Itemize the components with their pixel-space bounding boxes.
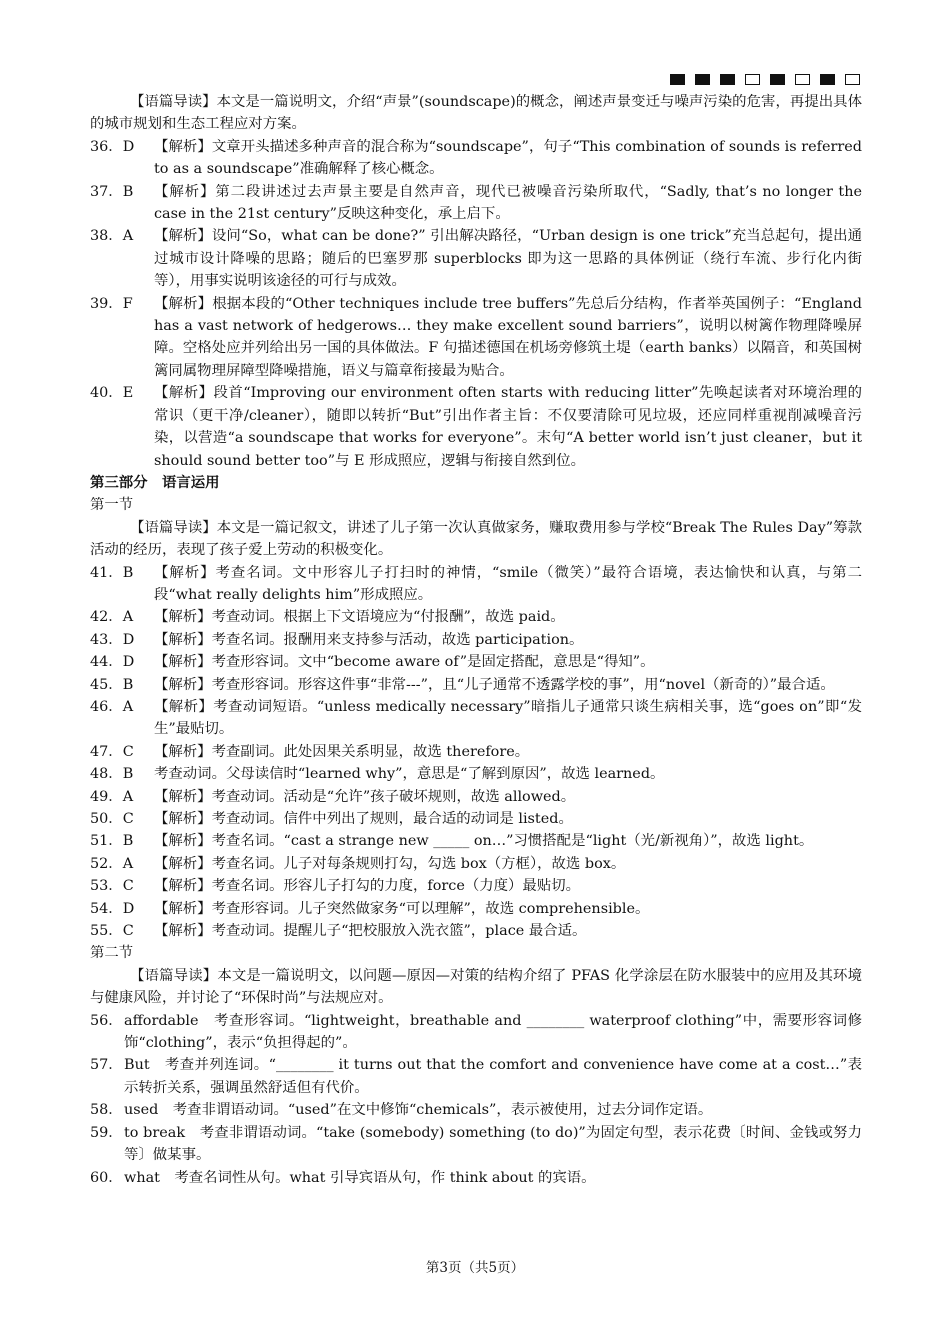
- answer-item: [90, 741, 862, 763]
- mark-filled: [770, 74, 785, 85]
- item-number: 54．D: [90, 900, 135, 917]
- item-explanation: 【解析】设问“So，what can be done?” 引出解决路径，“Urban design is one trick”充当总起句，提出通过城市设计降噪的思路；随后的巴塞罗那 superblocks 即为这一思路的具体例证（绕行车流、步行化内街等），用事实说明该途径的可行与成效。: [154, 228, 862, 290]
- mark-empty: [745, 74, 760, 85]
- item-number: 43．D: [90, 631, 135, 648]
- item-number: 52．A: [90, 855, 134, 872]
- item-number: 42．A: [90, 609, 134, 626]
- item-number: 56．: [90, 1012, 123, 1029]
- item-number: 45．B: [90, 676, 134, 693]
- item-explanation: 【解析】考查形容词。文中“become aware of”是固定搭配，意思是“得知”。: [154, 654, 655, 671]
- item-explanation: 【解析】考查名词。文中形容儿子打扫时的神情，“smile（微笑）”最符合语境，表达愉快和认真，与第二段“what really delights him”形成照应。: [154, 564, 862, 603]
- item-number: 50．C: [90, 811, 134, 827]
- item-explanation: 【解析】考查动词。活动是“允许”孩子破坏规则，故选 allowed。: [154, 788, 576, 805]
- item-number: 59．: [90, 1124, 123, 1141]
- item-explanation: 【解析】考查动词。信件中列出了规则，最合适的动词是 listed。: [154, 811, 573, 827]
- item-number: 51．B: [90, 833, 134, 850]
- item-explanation: 【解析】考查动词。根据上下文语境应为“付报酬”，故选 paid。: [154, 609, 565, 626]
- answer-item: [90, 562, 862, 607]
- answer-item: [90, 1167, 862, 1189]
- item-explanation: 【解析】考查形容词。形容这件事“非常---”，且“儿子通常不透露学校的事”，用“novel（新奇的）”最合适。: [154, 676, 835, 693]
- answer-item: [90, 786, 862, 808]
- part-title: 第三部分 语言运用: [90, 473, 220, 491]
- answer-item: [90, 382, 862, 472]
- item-number: 57．: [90, 1057, 123, 1074]
- item-explanation: what 考查名词性从句。what 引导宾语从句，作 think about 的宾语。: [124, 1169, 596, 1186]
- mark-filled: [720, 74, 735, 85]
- mark-empty: [845, 74, 860, 85]
- answer-item: [90, 898, 862, 920]
- item-number: 53．C: [90, 878, 134, 895]
- items-cloze: [90, 562, 862, 943]
- item-number: 58．: [90, 1102, 123, 1119]
- item-number: 40．E: [90, 385, 134, 402]
- item-explanation: to break 考查非谓语动词。“take (somebody) something (to do)”为固定句型，表示花费〔时间、金钱或努力等〕做某事。: [124, 1124, 862, 1164]
- answer-item: [90, 1099, 862, 1121]
- answer-item: [90, 225, 862, 292]
- item-number: 44．D: [90, 654, 135, 671]
- section-title: 第一节: [90, 497, 134, 514]
- answer-item: [90, 674, 862, 696]
- item-number: 38．A: [90, 228, 134, 245]
- item-explanation: affordable 考查形容词。“lightweight，breathable and ________ waterproof clothing”中，需要形容词修饰“clothing”，表示“负担得起的”。: [124, 1012, 862, 1052]
- page-footer: 第3页（共5页）: [425, 1260, 525, 1276]
- items-reading: [90, 136, 862, 472]
- item-number: 47．C: [90, 743, 134, 760]
- item-number: 48．B: [90, 766, 134, 783]
- item-number: 41．B: [90, 564, 134, 581]
- item-explanation: 【解析】考查动词短语。“unless medically necessary”暗指儿子通常只谈生病相关事，选“goes on”即“发生”最贴切。: [154, 698, 862, 738]
- answer-item: [90, 853, 862, 875]
- passage-guide: 【语篇导读】本文是一篇说明文，以问题—原因—对策的结构介绍了 PFAS 化学涂层在防水服装中的应用及其环境与健康风险，并讨论了“环保时尚”与法规应对。: [90, 967, 862, 1007]
- answer-item: [90, 136, 862, 181]
- items-grammar: [90, 1010, 862, 1189]
- item-number: 49．A: [90, 788, 134, 805]
- item-explanation: 【解析】考查名词。儿子对每条规则打勾，勾选 box（方框），故选 box。: [154, 855, 626, 872]
- answer-item: [90, 830, 862, 852]
- mark-filled: [820, 74, 835, 85]
- answer-item: [90, 763, 862, 785]
- item-number: 46．A: [90, 698, 134, 715]
- answer-key-content: [90, 91, 862, 1189]
- item-explanation: 【解析】文章开头描述多种声音的混合称为“soundscape”，句子“This combination of sounds is referred to as a soundscape”准确解释了核心概念。: [154, 138, 862, 178]
- progress-marks: [670, 74, 860, 85]
- item-explanation: used 考查非谓语动词。“used”在文中修饰“chemicals”，表示被使用，过去分词作定语。: [124, 1102, 713, 1119]
- passage-guide: 【语篇导读】本文是一篇说明文，介绍“声景”(soundscape)的概念，阐述声景变迁与噪声污染的危害，再提出具体的城市规划和生态工程应对方案。: [90, 94, 862, 133]
- answer-item: [90, 696, 862, 741]
- answer-item: [90, 875, 862, 897]
- answer-item: [90, 1054, 862, 1099]
- item-number: 39．F: [90, 295, 133, 312]
- item-number: 60．: [90, 1169, 123, 1186]
- item-explanation: 【解析】考查名词。形容儿子打勾的力度，force（力度）最贴切。: [154, 878, 580, 895]
- answer-item: [90, 1122, 862, 1167]
- item-explanation: 【解析】考查动词。提醒儿子“把校服放入洗衣篮”，place 最合适。: [154, 923, 587, 940]
- mark-empty: [795, 74, 810, 85]
- item-explanation: 【解析】考查名词。报酬用来支持参与活动，故选 participation。: [154, 631, 584, 648]
- mark-filled: [670, 74, 685, 85]
- item-explanation: 【解析】考查名词。“cast a strange new _____ on…”习惯搭配是“light（光/新视角）”，故选 light。: [154, 833, 814, 850]
- answer-item: [90, 181, 862, 226]
- answer-item: [90, 606, 862, 628]
- item-number: 36．D: [90, 138, 135, 155]
- mark-filled: [695, 74, 710, 85]
- answer-item: [90, 808, 862, 830]
- item-number: 37．B: [90, 183, 134, 200]
- answer-item: [90, 920, 862, 942]
- item-explanation: 考查动词。父母读信时“learned why”，意思是“了解到原因”，故选 learned。: [154, 766, 665, 783]
- section-title: 第二节: [90, 945, 134, 962]
- item-explanation: 【解析】段首“Improving our environment often starts with reducing litter”先唤起读者对环境治理的常识（更干净/cleaner），随即以转折“But”引出作者主旨：不仅要清除可见垃圾，还应同样重视削减噪音污染，以营造“a soundscape that works for everyone”。末句“A better world isn’t just cleaner，but it should sound better too”与 E 形成照应，逻辑与衔接自然到位。: [154, 385, 862, 469]
- item-explanation: 【解析】根据本段的“Other techniques include tree buffers”先总后分结构，作者举英国例子：“England has a vast network of hedgerows… they make excellent sound barriers”，说明以树篱作物理降噪屏障。空格处应并列给出另一国的具体做法。F 句描述德国在机场旁修筑土堤（earth banks）以隔音，和英国树篱同属物理屏障型降噪措施，语义与篇章衔接最为贴合。: [154, 295, 862, 379]
- item-explanation: 【解析】考查副词。此处因果关系明显，故选 therefore。: [154, 743, 530, 760]
- item-explanation: But 考查并列连词。“________ it turns out that the comfort and convenience have come at a cost…”表示转折关系，强调虽然舒适但有代价。: [124, 1057, 862, 1096]
- answer-item: [90, 629, 862, 651]
- answer-item: [90, 651, 862, 673]
- item-number: 55．C: [90, 923, 134, 940]
- item-explanation: 【解析】考查形容词。儿子突然做家务“可以理解”，故选 comprehensible。: [154, 900, 650, 917]
- answer-item: [90, 1010, 862, 1055]
- answer-item: [90, 293, 862, 383]
- item-explanation: 【解析】第二段讲述过去声景主要是自然声音，现代已被噪音污染所取代，“Sadly, that’s no longer the case in the 21st century”反映这种变化，承上启下。: [154, 183, 862, 223]
- passage-guide: 【语篇导读】本文是一篇记叙文，讲述了儿子第一次认真做家务，赚取费用参与学校“Break The Rules Day”筹款活动的经历，表现了孩子爱上劳动的积极变化。: [90, 519, 862, 559]
